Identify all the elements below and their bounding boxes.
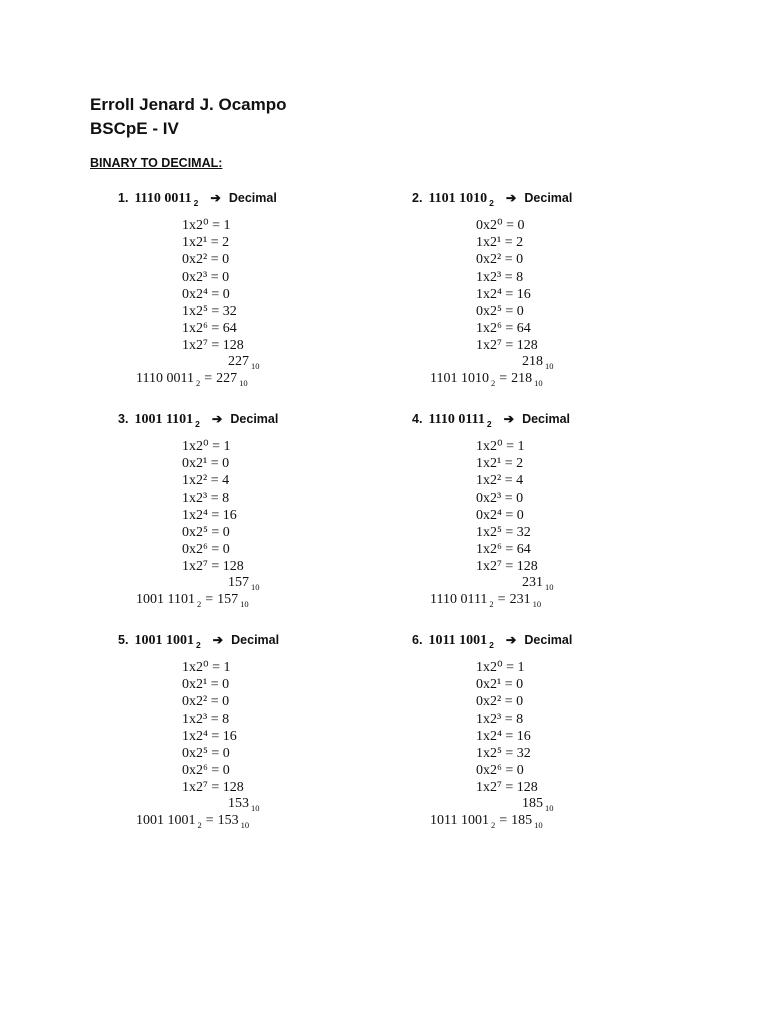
- target-system: Decimal: [228, 191, 277, 205]
- step-line: 0x2⁵ = 0: [182, 746, 230, 762]
- binary-base: 2: [489, 640, 494, 650]
- equals-sign: =: [497, 592, 506, 607]
- result-decimal-base: 10: [532, 599, 542, 609]
- problem-number: 5.: [118, 633, 129, 647]
- result-decimal-base: 10: [239, 378, 248, 388]
- step-line: 0x2⁵ = 0: [182, 525, 230, 541]
- binary-base: 2: [489, 198, 494, 208]
- sum-value: [228, 354, 260, 370]
- result-equation: [136, 371, 248, 387]
- problem-heading: [412, 411, 570, 428]
- step-line: 0x2⁶ = 0: [476, 763, 524, 779]
- step-line: 1x2³ = 8: [182, 711, 230, 727]
- problem-number: 6.: [412, 633, 423, 647]
- step-line: 1x2⁷ = 128: [476, 780, 538, 796]
- step-line: 0x2¹ = 0: [182, 456, 230, 472]
- step-line: 0x2¹ = 0: [182, 677, 230, 693]
- arrow-right-icon: ➔: [505, 633, 517, 647]
- conversion-steps: [476, 438, 538, 576]
- sum-base: 10: [251, 361, 260, 371]
- target-system: Decimal: [231, 633, 280, 647]
- equals-sign: =: [205, 813, 214, 828]
- result-decimal: 227: [216, 371, 238, 386]
- result-binary: 1110 0011: [136, 371, 194, 386]
- step-line: 1x2⁰ = 1: [476, 439, 525, 454]
- step-line: 0x2² = 0: [182, 252, 230, 268]
- step-line: 1x2³ = 8: [476, 269, 524, 285]
- step-line: 0x2⁰ = 0: [476, 218, 525, 233]
- binary-value: 1110 0111: [428, 412, 485, 427]
- problem-4: [412, 411, 672, 621]
- conversion-steps: [476, 659, 538, 797]
- arrow-right-icon: ➔: [212, 633, 224, 647]
- step-line: 1x2⁵ = 32: [476, 746, 531, 762]
- result-decimal: 153: [217, 813, 239, 828]
- target-system: Decimal: [522, 412, 571, 426]
- result-binary-base: 2: [490, 820, 496, 830]
- problem-number: 4.: [412, 412, 423, 426]
- step-line: 1x2⁶ = 64: [182, 321, 237, 337]
- problem-6: [412, 632, 672, 842]
- result-binary: 1110 0111: [430, 592, 488, 607]
- sum-number: 218: [522, 354, 543, 369]
- equals-sign: =: [204, 371, 213, 386]
- step-line: 0x2⁶ = 0: [182, 763, 230, 779]
- equals-sign: =: [499, 371, 508, 386]
- sum-value: [228, 575, 260, 591]
- step-line: 1x2⁴ = 16: [476, 286, 531, 302]
- sum-base: 10: [545, 582, 554, 592]
- section-title: BINARY TO DECIMAL:: [90, 156, 223, 170]
- problem-heading: [118, 411, 278, 428]
- binary-base: 2: [193, 198, 199, 208]
- step-line: 1x2¹ = 2: [476, 456, 524, 472]
- result-decimal-base: 10: [534, 378, 543, 388]
- sum-value: [228, 796, 260, 812]
- step-line: 0x2⁶ = 0: [182, 542, 230, 558]
- step-line: 0x2² = 0: [476, 252, 524, 268]
- sum-number: 227: [228, 354, 249, 369]
- step-line: 1x2⁷ = 128: [476, 559, 538, 575]
- result-binary: 1011 1001: [430, 813, 489, 828]
- author-name: Erroll Jenard J. Ocampo: [90, 95, 287, 114]
- problem-number: 1.: [118, 191, 129, 205]
- step-line: 0x2² = 0: [182, 694, 230, 710]
- target-system: Decimal: [524, 633, 573, 647]
- step-line: 1x2⁴ = 16: [476, 728, 531, 744]
- problem-number: 3.: [118, 412, 129, 426]
- problem-number: 2.: [412, 191, 423, 205]
- step-line: 1x2⁶ = 64: [476, 542, 531, 558]
- result-binary: 1101 1010: [430, 371, 489, 386]
- step-line: 1x2⁶ = 64: [476, 321, 531, 337]
- step-line: 1x2⁰ = 1: [182, 439, 231, 454]
- binary-value: 1001 1001: [134, 633, 194, 648]
- problem-heading: [412, 632, 572, 649]
- step-line: 1x2⁰ = 1: [476, 660, 525, 675]
- arrow-right-icon: ➔: [503, 412, 515, 426]
- step-line: 0x2¹ = 0: [476, 677, 524, 693]
- sum-base: 10: [545, 803, 554, 813]
- step-line: 1x2⁷ = 128: [182, 338, 244, 354]
- result-equation: [430, 371, 543, 387]
- result-binary: 1001 1101: [136, 592, 195, 607]
- result-binary-base: 2: [196, 599, 202, 609]
- step-line: 1x2⁵ = 32: [476, 525, 531, 541]
- sum-value: [522, 796, 554, 812]
- step-line: 0x2³ = 0: [182, 269, 230, 285]
- result-binary-base: 2: [490, 378, 496, 388]
- course-label: BSCpE - IV: [90, 119, 179, 138]
- binary-value: 1001 1101: [134, 412, 194, 427]
- binary-value: 1110 0011: [134, 191, 192, 206]
- header: [90, 93, 287, 141]
- step-line: 1x2⁷ = 128: [182, 559, 244, 575]
- step-line: 1x2⁰ = 1: [182, 218, 231, 233]
- step-line: 1x2³ = 8: [182, 490, 230, 506]
- step-line: 1x2¹ = 2: [182, 235, 230, 251]
- binary-value: 1011 1001: [428, 633, 488, 648]
- sum-number: 231: [522, 575, 543, 590]
- result-equation: [430, 813, 543, 829]
- step-line: 0x2⁴ = 0: [476, 507, 524, 523]
- step-line: 0x2³ = 0: [476, 490, 524, 506]
- arrow-right-icon: ➔: [210, 191, 221, 205]
- conversion-steps: [182, 659, 244, 797]
- equals-sign: =: [499, 813, 508, 828]
- binary-base: 2: [195, 419, 200, 429]
- sum-number: 185: [522, 796, 543, 811]
- step-line: 1x2² = 4: [182, 473, 230, 489]
- sum-base: 10: [545, 361, 554, 371]
- result-decimal: 218: [511, 371, 533, 386]
- problem-heading: [118, 632, 279, 649]
- problem-5: [118, 632, 378, 842]
- sum-base: 10: [251, 803, 260, 813]
- arrow-right-icon: ➔: [505, 191, 517, 205]
- equals-sign: =: [205, 592, 214, 607]
- conversion-steps: [182, 217, 244, 355]
- problem-heading: [412, 190, 572, 207]
- target-system: Decimal: [524, 191, 573, 205]
- step-line: 0x2⁵ = 0: [476, 304, 524, 320]
- problem-1: [118, 190, 378, 400]
- binary-value: 1101 1010: [428, 191, 488, 206]
- step-line: 1x2¹ = 2: [476, 235, 524, 251]
- result-decimal-base: 10: [534, 820, 543, 830]
- binary-base: 2: [486, 419, 492, 429]
- result-decimal: 231: [509, 592, 531, 607]
- step-line: 1x2³ = 8: [476, 711, 524, 727]
- step-line: 1x2⁷ = 128: [182, 780, 244, 796]
- step-line: 1x2⁴ = 16: [182, 728, 237, 744]
- target-system: Decimal: [230, 412, 279, 426]
- sum-number: 157: [228, 575, 249, 590]
- step-line: 1x2⁰ = 1: [182, 660, 231, 675]
- result-decimal: 185: [511, 813, 533, 828]
- sum-value: [522, 575, 554, 591]
- sum-value: [522, 354, 554, 370]
- sum-base: 10: [251, 582, 260, 592]
- problem-heading: [118, 190, 277, 207]
- result-binary-base: 2: [197, 820, 202, 830]
- result-decimal: 157: [217, 592, 239, 607]
- arrow-right-icon: ➔: [211, 412, 223, 426]
- step-line: 0x2² = 0: [476, 694, 524, 710]
- step-line: 0x2⁴ = 0: [182, 286, 230, 302]
- conversion-steps: [476, 217, 538, 355]
- step-line: 1x2⁵ = 32: [182, 304, 237, 320]
- problem-3: [118, 411, 378, 621]
- result-decimal-base: 10: [240, 599, 249, 609]
- result-equation: [136, 592, 249, 608]
- sum-number: 153: [228, 796, 249, 811]
- result-binary: 1001 1001: [136, 813, 196, 828]
- result-equation: [136, 813, 249, 829]
- conversion-steps: [182, 438, 244, 576]
- step-line: 1x2² = 4: [476, 473, 524, 489]
- result-binary-base: 2: [195, 378, 201, 388]
- binary-base: 2: [195, 640, 201, 650]
- step-line: 1x2⁴ = 16: [182, 507, 237, 523]
- result-equation: [430, 592, 541, 608]
- result-binary-base: 2: [489, 599, 494, 609]
- step-line: 1x2⁷ = 128: [476, 338, 538, 354]
- result-decimal-base: 10: [240, 820, 250, 830]
- problem-2: [412, 190, 672, 400]
